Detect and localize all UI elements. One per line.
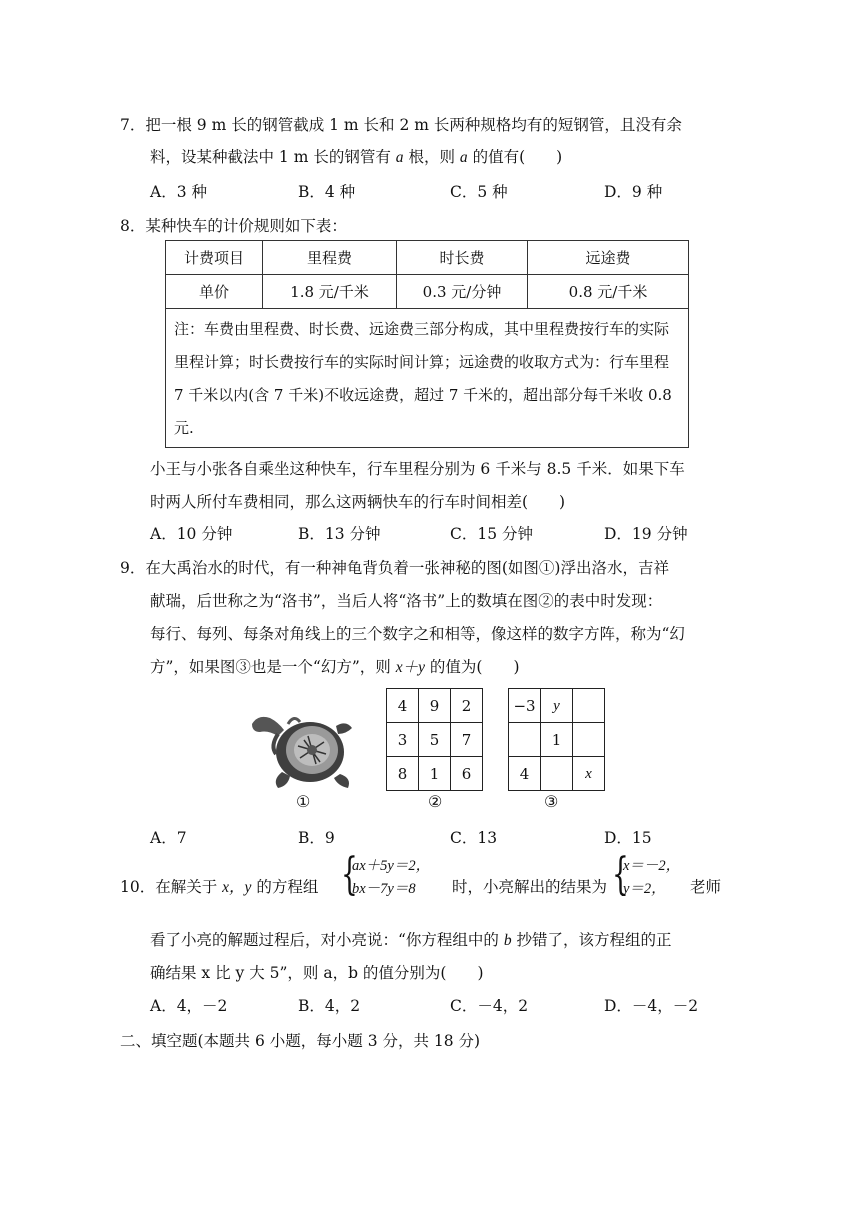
q8-option-c[interactable]: C．15 分钟 bbox=[450, 525, 534, 543]
magic-cell: 4 bbox=[509, 757, 541, 791]
q10-option-b[interactable]: B．4，2 bbox=[298, 997, 361, 1015]
q10-text-b: 的方程组 bbox=[251, 878, 319, 896]
q8-option-b[interactable]: B．13 分钟 bbox=[298, 525, 381, 543]
turtle-icon bbox=[252, 717, 352, 788]
fee-header-longdistance: 远途费 bbox=[528, 241, 689, 275]
q8-line3: 时两人所付车费相同，那么这两辆快车的行车时间相差( ) bbox=[150, 493, 566, 511]
fee-table-header-row bbox=[166, 241, 689, 275]
magic-row bbox=[509, 723, 605, 757]
q7-text-a: 料，设某种截法中 1 m 长的钢管有 bbox=[150, 148, 396, 166]
q7-option-a[interactable]: A．3 种 bbox=[150, 183, 207, 201]
fee-cell-longdistance-price: 0.8 元/千米 bbox=[528, 275, 689, 309]
luoshu-cell: 5 bbox=[419, 723, 451, 757]
magic-square-grid bbox=[508, 688, 605, 791]
q9-option-b[interactable]: B．9 bbox=[298, 829, 335, 847]
q9-expression: x＋y bbox=[395, 659, 425, 676]
q9-line1: 9．在大禹治水的时代，有一种神龟背负着一张神秘的图(如图①)浮出洛水，吉祥 bbox=[120, 559, 669, 577]
q10-text-e: 看了小亮的解题过程后，对小亮说：“你方程组中的 bbox=[150, 931, 504, 949]
fee-cell-time-price: 0.3 元/分钟 bbox=[397, 275, 528, 309]
system-brace: { bbox=[341, 849, 358, 900]
section-2-title: 二、填空题(本题共 6 小题，每小题 3 分，共 18 分) bbox=[120, 1032, 481, 1050]
luoshu-grid bbox=[386, 688, 483, 791]
luoshu-cell: 8 bbox=[387, 757, 419, 791]
caption-figure-1: ① bbox=[296, 792, 311, 811]
q8-line2: 小王与小张各自乘坐这种快车，行车里程分别为 6 千米与 8.5 千米．如果下车 bbox=[150, 460, 685, 478]
q9-text-b: 的值为( ) bbox=[424, 658, 520, 676]
q7-line2 bbox=[150, 145, 562, 167]
solution-2: y＝2， bbox=[623, 881, 666, 897]
luoshu-cell: 1 bbox=[419, 757, 451, 791]
q10-text-f: 抄错了，该方程组的正 bbox=[511, 931, 672, 949]
fee-header-item: 计费项目 bbox=[166, 241, 263, 275]
luoshu-row bbox=[387, 723, 483, 757]
magic-var-y: y bbox=[553, 698, 560, 714]
fee-table-note-row bbox=[166, 309, 689, 448]
q7-line1: 7．把一根 9 m 长的钢管截成 1 m 长和 2 m 长两种规格均有的短钢管，且没有余 bbox=[120, 116, 682, 134]
magic-var-x: x bbox=[585, 766, 592, 782]
magic-cell: 1 bbox=[541, 723, 573, 757]
q10-line1-start bbox=[120, 875, 318, 897]
magic-cell bbox=[573, 757, 605, 791]
q7-var-a: a bbox=[395, 149, 404, 166]
magic-cell bbox=[509, 723, 541, 757]
caption-figure-3: ③ bbox=[544, 792, 559, 811]
q10-var-b: b bbox=[503, 932, 512, 949]
fee-cell-unit-price: 单价 bbox=[166, 275, 263, 309]
magic-cell bbox=[541, 689, 573, 723]
solution-brace: { bbox=[612, 849, 629, 900]
q7-text-b: 根，则 bbox=[403, 148, 460, 166]
fee-header-mileage: 里程费 bbox=[263, 241, 397, 275]
luoshu-cell: 7 bbox=[451, 723, 483, 757]
fee-table-note: 注：车费由里程费、时长费、远途费三部分构成，其中里程费按行车的实际里程计算；时长费按行车的实际时间计算；远途费的收取方式为：行车里程 7 千米以内(含 7 千米)不收远途费，超过 7 千米的，超出部分每千米收 0.8 元. bbox=[166, 309, 689, 448]
q9-option-d[interactable]: D．15 bbox=[604, 829, 652, 847]
q8-option-a[interactable]: A．10 分钟 bbox=[150, 525, 233, 543]
luoshu-cell: 2 bbox=[451, 689, 483, 723]
luoshu-cell: 6 bbox=[451, 757, 483, 791]
q10-line2 bbox=[150, 928, 672, 950]
q9-text-a: 方”，如果图③也是一个“幻方”，则 bbox=[150, 658, 396, 676]
caption-figure-2: ② bbox=[428, 792, 443, 811]
luoshu-cell: 4 bbox=[387, 689, 419, 723]
magic-cell: −3 bbox=[509, 689, 541, 723]
fee-table-price-row bbox=[166, 275, 689, 309]
q7-option-b[interactable]: B．4 种 bbox=[298, 183, 356, 201]
luoshu-row bbox=[387, 689, 483, 723]
magic-cell bbox=[573, 723, 605, 757]
q10-option-c[interactable]: C．－4，2 bbox=[450, 997, 529, 1015]
equation-2: bx－7y＝8 bbox=[352, 881, 416, 897]
fee-cell-mileage-price: 1.8 元/千米 bbox=[263, 275, 397, 309]
turtle-figure bbox=[248, 706, 358, 790]
fee-header-time: 时长费 bbox=[397, 241, 528, 275]
q9-line3: 每行、每列、每条对角线上的三个数字之和相等，像这样的数字方阵，称为“幻 bbox=[150, 625, 685, 643]
luoshu-cell: 3 bbox=[387, 723, 419, 757]
q9-option-c[interactable]: C．13 bbox=[450, 829, 498, 847]
q10-option-a[interactable]: A．4，－2 bbox=[150, 997, 228, 1015]
luoshu-cell: 9 bbox=[419, 689, 451, 723]
q7-option-c[interactable]: C．5 种 bbox=[450, 183, 508, 201]
q10-text-a: 10．在解关于 bbox=[120, 878, 223, 896]
q9-option-a[interactable]: A．7 bbox=[150, 829, 187, 847]
luoshu-row bbox=[387, 757, 483, 791]
fee-table bbox=[165, 240, 689, 448]
q8-option-d[interactable]: D．19 分钟 bbox=[604, 525, 688, 543]
q7-var-a-2: a bbox=[459, 149, 468, 166]
magic-row bbox=[509, 689, 605, 723]
q8-line1: 8．某种快车的计价规则如下表： bbox=[120, 217, 347, 235]
equation-1: ax＋5y＝2， bbox=[352, 858, 431, 874]
q9-line4 bbox=[150, 655, 520, 677]
q9-line2: 献瑞，后世称之为“洛书”，当后人将“洛书”上的数填在图②的表中时发现： bbox=[150, 592, 663, 610]
q10-text-d: 老师 bbox=[690, 878, 722, 896]
q7-text-c: 的值有( ) bbox=[467, 148, 563, 166]
solution-1: x＝－2， bbox=[623, 858, 681, 874]
q10-line3: 确结果 x 比 y 大 5”，则 a，b 的值分别为( ) bbox=[150, 964, 484, 982]
q10-text-c: 时，小亮解出的结果为 bbox=[452, 878, 608, 896]
magic-row bbox=[509, 757, 605, 791]
q10-vars-xy: x，y bbox=[222, 879, 252, 896]
q10-option-d[interactable]: D．－4，－2 bbox=[604, 997, 699, 1015]
magic-cell bbox=[573, 689, 605, 723]
magic-cell bbox=[541, 757, 573, 791]
q7-option-d[interactable]: D．9 种 bbox=[604, 183, 663, 201]
